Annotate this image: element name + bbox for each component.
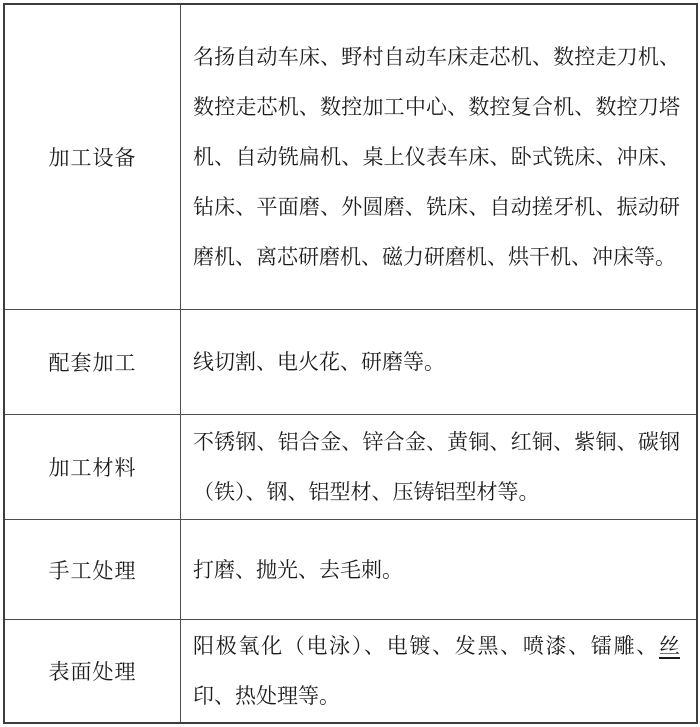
row-content-underlined-segment: 丝 [659, 634, 680, 658]
row-content-cell [181, 620, 696, 722]
row-content-segment: 印、热处理等。 [193, 684, 340, 708]
table-row-processing-materials [5, 414, 696, 519]
row-content: 线切割、电火花、研磨等。 [193, 350, 445, 374]
row-label-cell [5, 415, 181, 519]
table-row-manual-processing [5, 519, 696, 619]
table-row-supporting-processing [5, 309, 696, 414]
row-label: 配套加工 [48, 351, 137, 375]
row-content: 名扬自动车床、野村自动车床走芯机、数控走刀机、数控走芯机、数控加工中心、数控复合机、数控刀塔机、自动铣扁机、桌上仪表车床、卧式铣床、冲床、钻床、平面磨、外圆磨、铣床、自动搓牙机、振动研磨机、离芯研磨机、磁力研磨机、烘干机、冲床等。 [193, 45, 680, 269]
row-content: 不锈钢、铝合金、锌合金、黄铜、红铜、紫铜、碳钢（铁）、钢、铝型材、压铸铝型材等。 [193, 430, 680, 504]
row-label: 加工材料 [48, 456, 137, 480]
row-content-cell [181, 520, 696, 619]
row-content [193, 621, 680, 721]
row-content-cell [181, 310, 696, 414]
row-label: 表面处理 [48, 660, 137, 684]
row-label: 加工设备 [48, 146, 137, 170]
row-label-cell [5, 5, 181, 309]
row-label: 手工处理 [48, 558, 137, 583]
row-content-segment: 阳极氧化（电泳）、电镀、发黑、喷漆、镭雕、 [193, 634, 659, 658]
row-content-cell [181, 5, 696, 309]
row-content: 打磨、抛光、去毛刺。 [193, 557, 403, 582]
table-row-surface-treatment [5, 619, 696, 722]
table-row-processing-equipment [5, 5, 696, 309]
row-label-cell [5, 620, 181, 722]
spec-table [3, 3, 698, 724]
row-label-cell [5, 310, 181, 414]
row-content-cell [181, 415, 696, 519]
row-label-cell [5, 520, 181, 619]
